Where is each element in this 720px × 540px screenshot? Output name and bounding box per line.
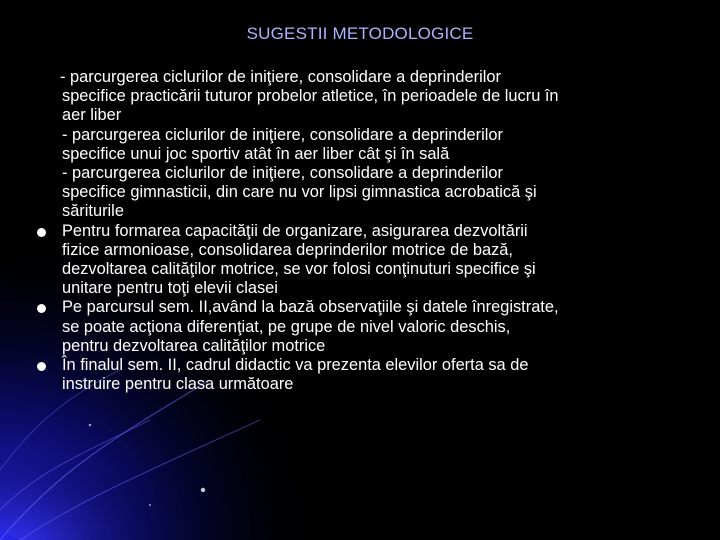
text-line: specifice unui joc sportiv atât în aer liber cât şi în sală <box>62 144 450 163</box>
text-line: dezvoltarea calităţilor motrice, se vor folosi conţinuturi specifice şi <box>62 260 536 279</box>
text-line: Pentru formarea capacităţii de organizare, asigurarea dezvoltării <box>62 221 528 240</box>
text-line: fizice armonioase, consolidarea deprinderilor motrice de bază, <box>62 240 513 259</box>
text-line: săriturile <box>62 202 124 221</box>
bullet-dot-icon <box>37 362 46 371</box>
text-line: specifice practicării tuturor probelor atletice, în perioadele de lucru în <box>62 87 559 106</box>
text-line: - parcurgerea ciclurilor de iniţiere, consolidare a deprinderilor <box>62 164 503 183</box>
text-line: unitare pentru toţi elevii clasei <box>62 279 278 298</box>
text-line: instruire pentru clasa următoare <box>62 375 294 394</box>
text-line: specifice gimnasticii, din care nu vor lipsi gimnastica acrobatică şi <box>62 183 537 202</box>
text-line: pentru dezvoltarea calităţilor motrice <box>62 336 326 355</box>
bullet-item <box>36 298 706 356</box>
text-line: În finalul sem. II, cadrul didactic va prezenta elevilor oferta sa de <box>62 356 529 375</box>
bullet-dot-icon <box>37 304 46 313</box>
text-line: se poate acţiona diferenţiat, pe grupe de nivel valoric deschis, <box>62 317 511 336</box>
slide-title: SUGESTII METODOLOGICE <box>246 24 474 43</box>
bullet-dot-icon <box>37 228 46 237</box>
text-line: aer liber <box>62 106 122 125</box>
text-line: - parcurgerea ciclurilor de iniţiere, consolidare a deprinderilor <box>60 68 501 86</box>
bullet-item <box>36 356 706 394</box>
slide-body <box>36 68 706 394</box>
bullet-item <box>36 222 706 299</box>
text-line: Pe parcursul sem. II,având la bază observaţiile şi datele înregistrate, <box>62 298 559 317</box>
text-line: - parcurgerea ciclurilor de iniţiere, consolidare a deprinderilor <box>62 125 503 144</box>
paragraph-dashed-list <box>36 68 706 222</box>
